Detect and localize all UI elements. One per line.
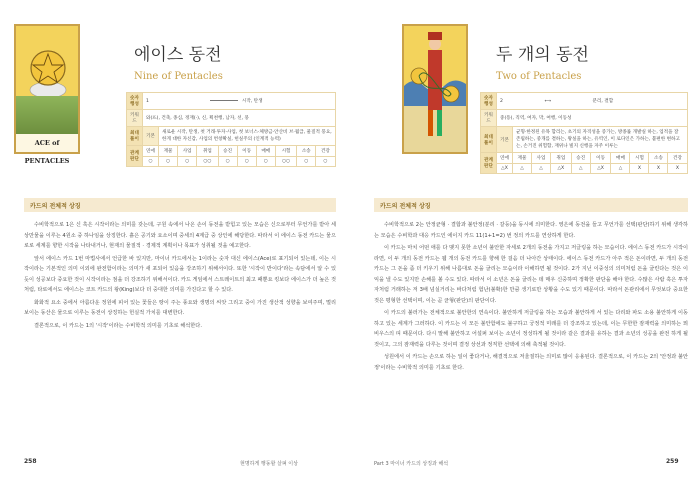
juggler-illustration	[404, 26, 466, 152]
category-header: 사업	[531, 153, 550, 164]
spacer-cell	[335, 157, 336, 167]
judgement-mark: △	[571, 164, 590, 174]
category-header: 소송	[649, 153, 668, 164]
judgement-mark: ○	[297, 157, 316, 167]
meaning-cell: 균형·한정된 유목 합리는, 초기의 자격성을 증가는, 방종률 개발실 하는, 업적을 잘 존립하는, 중개를 결하는, 왕실을 하는, 유역인, 이 로다인은 가하는, 불편한 변하고는, 손거진 위험함, 재위나 빌지 신행을 자주 이루는	[513, 127, 688, 153]
table-row	[127, 146, 336, 157]
table-row-head: 최대 풀이	[127, 127, 143, 146]
double-arrow-icon: ⟷	[544, 99, 551, 104]
category-header: 취업	[197, 146, 218, 157]
spacer-cell	[687, 153, 688, 164]
pentacle-hand-illustration	[26, 40, 70, 100]
right-page	[350, 0, 700, 482]
table-row	[481, 127, 688, 153]
body-text	[24, 220, 336, 333]
judgement-mark: △X	[497, 164, 513, 174]
spacer-cell	[335, 146, 336, 157]
table-row	[127, 127, 336, 146]
table-row	[127, 110, 336, 127]
category-header: 취업	[550, 153, 571, 164]
category-header: 재물	[513, 153, 532, 164]
judgement-mark: ○	[237, 157, 256, 167]
table-row-head: 관계 판단	[481, 153, 497, 174]
ace-of-pentacles-card-image	[14, 24, 80, 165]
paragraph: 화화적 요소 중에서 아름다운 정원에 피어 있는 꽃들은 땅이 주는 풍요와 생명의 씨앗 그리고 중이 가진 생산적 성향을 보여주며, 멀리 보이는 동산은 물으로 이루는 동전이 상징하는 헌실적 가치를 대변한다.	[24, 299, 336, 316]
number-value: 2	[500, 99, 503, 104]
paragraph: 수비학적으로 2는 안정균형 · 결합과 불안정(분리 · 갈등)을 동시에 의미한다. 영은에 동전을 들고 무언가를 선택(판단)하기 위해 생각하는 모습은 수비학과 대응 카드인 에이지 카드 11(1+1=2) 번 정의 카드를 연상하게 한다.	[374, 222, 688, 239]
judgement-mark: △	[611, 164, 630, 174]
judgement-mark: ○	[159, 157, 178, 167]
table-row	[481, 93, 688, 110]
arrow-line-icon	[210, 100, 238, 101]
number-meaning: 분리, 결합	[592, 99, 614, 104]
table-row	[127, 93, 336, 110]
card-caption: ACE of PENTACLES	[16, 134, 78, 152]
card-info-table	[480, 92, 688, 174]
table-row-head: 숫자 행성	[481, 93, 497, 110]
card-title-korean: 두 개의 동전	[496, 45, 589, 65]
card-info-table	[126, 92, 336, 167]
table-row-head: 최대 풀이	[481, 127, 497, 153]
card-title-block	[496, 40, 589, 82]
paragraph: 성원에서 이 카드는 손으로 하는 일이 좋다거나, 해결적으로 저울질하는 의미로 많이 응용된다. 결론적으로, 이 카드는 2의 '안정과 불안정'이라는 수비학적 의미를 기초로 한다.	[374, 354, 688, 371]
card-title-korean: 에이스 동전	[134, 45, 222, 65]
judgement-mark: △X	[550, 164, 571, 174]
category-header: 이동	[590, 153, 611, 164]
paragraph: 이 카드는 마치 어떤 애를 다 맺지 못한 소년이 불안한 자세로 2개의 동전을 가지고 저글링을 하는 모습이다. 에이스 동전 카드가 시작이라면, 이 두 개의 동전 카드는 웹 개의 동전 카드를 향해 한 걸음 더 나아간 상태이다. 에이스 동전 카드가 아주 적은 돈이라면, 두 개의 동전 카드는 그 돈을 좀 더 키우기 위해 나름대로 돈을 굴리는 모습이라 이해하면 될 것이다. 2가 지닌 이중성의 의미처럼 돈을 굴린다는 것은 이익을 낼 수도 있지만 손해를 볼 수도 있다. 따라서 이 소년은 돈을 굴리는 데 매우 신중하며 정확한 판단을 해야 한다. 수많은 사람 혹은 투자자처럼 거래하는 저 3배 넘실거리는 바다처럼 험난(불확)한 만큼 생기로만 상황을 수도 있기 때문이다. 따라서 돈관리에서 무엇보다 중요한 것은 평형한 선택이며, 이는 곧 균형(판단)의 판단이다.	[374, 245, 688, 304]
judgement-mark: ○	[143, 157, 159, 167]
judgement-mark: ○	[256, 157, 275, 167]
category-header: 매매	[256, 146, 275, 157]
card-title-english: Nine of Pentacles	[134, 71, 223, 82]
running-footer: 현명하게 행동할 살펴 이상	[240, 461, 298, 467]
keyword-cell: 와(뜨), 건축, 종심, 정재(·), 신, 획천행, 남자, 선, 뭉	[143, 110, 336, 127]
page-number: 259	[666, 458, 679, 465]
table-row-subhead: 기본	[143, 127, 159, 146]
table-row	[481, 164, 688, 174]
table-row-head: 숫자 행성	[127, 93, 143, 110]
page-number: 258	[24, 458, 37, 465]
judgement-mark: △	[531, 164, 550, 174]
meaning-cell: 새로운 시작, 탄생, 첫 거래·투자·사업, 첫 보너스·체방금·안산비 브·월급, 물질적 풍요, 한게 대한 자신감, 사업의 번창확실, 헌실주의 (인계적 능력)	[159, 127, 336, 146]
judgement-mark: X	[630, 164, 649, 174]
category-header: 시험	[630, 153, 649, 164]
card-title-english: Two of Pentacles	[496, 71, 582, 82]
paragraph: 앞서 에이스 카드 1번 마법사에서 언급한 바 있지만, 마이너 카드에서는 1이라는 숫자 대신 에이스(Ace)로 표기되어 있는데, 이는 시작이라는 기본적인 의미 이외에 완전함이라는 의미가 새 포되어 있음을 강조하기 위해서이다. 또한 '시작이 반이다'라는 속담에서 알 수 있듯이 성공보다 중요한 것이 시작이라는 점을 더 강조하기 위해서이다. 카드 게임에서 스트레이트의 최고 패뿐요 킹보다 에이스가 더 높은 것처럼, 타로에서도 에이스는 코트 카드의 왕(King)보다 더 중대한 의미를 가진다고 할 수 있다.	[24, 255, 336, 293]
judgement-mark: ○	[316, 157, 335, 167]
paragraph: 결론적으로, 이 카드는 1의 '시작'이라는 수비학적 의미를 기초로 해석한다.	[34, 322, 202, 329]
number-meaning: 시작, 탄생	[241, 99, 263, 104]
category-header: 소송	[297, 146, 316, 157]
paragraph: 이 카드의 불러가는 전체적으로 불안한의 연속이다. 불안하게 저글링을 하는 모습과 불안하게 서 있는 다리와 파도 소용 불안하게 이동하고 있는 세계가 그러하다. 이 카드는 이 모든 불안함에도 불구하고 궁정적 미래를 더 강조하고 있는데, 이는 무한한 잠재력을 의미하는 뫼비우스의 띠 때문이다. 다시 말해 불안하고 어설퍼 보이는 소년이 정성하게 될 것이라 같은 결과를 유하는 결과 소년의 성공을 완전 하게 될 것이고, 그의 잠재력을 다루는 것이며 결정 상선과 정직한 선택에 의해 축적될 것이다.	[374, 310, 688, 348]
judgement-mark: ○	[178, 157, 197, 167]
category-header: 연애	[497, 153, 513, 164]
table-row	[127, 157, 336, 167]
keyword-cell: 중(뜽), 직역, 여자, 막, 여행, 이동성	[497, 110, 688, 127]
table-row-head: 키워드	[127, 110, 143, 127]
card-garden	[16, 96, 78, 134]
judgement-mark: ○	[218, 157, 237, 167]
section-title: 카드의 전체적 상징	[24, 198, 336, 212]
number-value: 1	[146, 99, 149, 104]
table-row-subhead: 기본	[497, 127, 513, 153]
judgement-mark: △X	[590, 164, 611, 174]
number-cell	[497, 93, 688, 110]
category-header: 재물	[159, 146, 178, 157]
judgement-mark: X	[668, 164, 687, 174]
two-of-pentacles-card-image	[402, 24, 468, 154]
number-cell	[143, 93, 336, 110]
card-title-block	[134, 40, 223, 82]
body-text	[374, 220, 688, 375]
table-row-head: 관계 판단	[127, 146, 143, 167]
category-header: 건강	[668, 153, 687, 164]
category-header: 매매	[611, 153, 630, 164]
judgement-mark: △	[513, 164, 532, 174]
category-header: 연애	[143, 146, 159, 157]
category-header: 건강	[316, 146, 335, 157]
running-footer: Part 3 마이너 카드의 상징과 해석	[374, 461, 449, 467]
paragraph: 수비학적으로 1은 신 혹은 시작이라는 의미를 갖는데, 구원 속에서 나온 손이 동전을 받힘고 있는 모습은 신으로부터 무언가를 받아 세상만물을 이루는 4원소 중 하나임을 상징한다. 흙은 공기와 요소이며 중세의 4계급 중 상인에 해당한다. 따라서 이 에이스 동전 카드는 물으로로 세계를 향한 시작을 나타내거나, 현재의 물질적 · 경제적 계획이나 목표가 성취될 것을 예고한다.	[24, 222, 336, 249]
judgement-mark: ○○	[197, 157, 218, 167]
spacer-cell	[687, 164, 688, 174]
category-header: 시험	[275, 146, 296, 157]
judgement-mark: X	[649, 164, 668, 174]
table-row	[481, 110, 688, 127]
category-header: 승진	[571, 153, 590, 164]
category-header: 사업	[178, 146, 197, 157]
category-header: 이동	[237, 146, 256, 157]
judgement-mark: ○○	[275, 157, 296, 167]
category-header: 승진	[218, 146, 237, 157]
table-row	[481, 153, 688, 164]
section-title: 카드의 전체적 상징	[374, 198, 688, 212]
table-row-head: 키워드	[481, 110, 497, 127]
